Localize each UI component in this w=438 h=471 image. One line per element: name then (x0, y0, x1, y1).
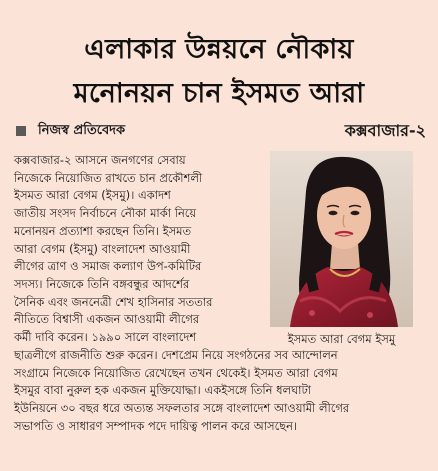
byline-row (14, 121, 426, 143)
body-text-narrow (14, 152, 262, 347)
body-line: কক্সবাজার-২ আসনে জনগণের সেবায় (14, 154, 186, 167)
body-line: সংগ্রামে নিজেকে নিয়োজিত রেখেছেন তখন থেকেই। ইসমত আরা বেগম (14, 366, 338, 380)
body-line: লীগের ত্রাণ ও সমাজ কল্যাণ উপ-কমিটির (14, 260, 202, 274)
byline: নিজস্ব প্রতিবেদক (38, 123, 126, 138)
byline-square-icon (16, 126, 26, 136)
portrait-photo (270, 151, 413, 327)
body-line: নিজেকে নিয়োজিত রাখতে চান প্রকৌশলী (14, 171, 203, 185)
body-line: ইউনিয়নে ৩০ বছর ধরে অত্যন্ত সফলতার সঙ্গে বাংলাদেশ আওয়ামী লীগের (14, 402, 350, 416)
portrait-illustration (270, 151, 413, 327)
photo-caption: ইসমত আরা বেগম ইসমু (287, 332, 396, 346)
body-line: কর্মী দাবি করেন। ১৯৯০ সালে বাংলাদেশ (14, 331, 197, 345)
body-line: ছাত্রলীগে রাজনীতি শুরু করেন। দেশপ্রেম নিয়ে সংগঠনের সব আন্দোলন (14, 349, 338, 362)
body-text-wide (14, 347, 426, 436)
headline-line-1: এলাকার উন্নয়নে নৌকায় (84, 34, 354, 65)
body-line: সদস্য। নিজেকে তিনি বঙ্গবন্ধুর আদর্শের (14, 277, 190, 291)
body-line: জাতীয় সংসদ নির্বাচনে নৌকা মার্কা নিয়ে (14, 207, 197, 221)
body-line: সৈনিক এবং জননেত্রী শেখ হাসিনার সততার (14, 295, 213, 309)
dateline: কক্সবাজার-২ (344, 121, 426, 140)
body-line: ইসমত আরা বেগম (ইসমু)। একাদশ (14, 189, 171, 203)
body-line: নীতিতে বিশ্বাসী একজন আওয়ামী লীগের (14, 313, 200, 327)
body-line: সভাপতি ও সাধারণ সম্পাদক পদে দায়িত্ব পালন করে আসছেন। (14, 419, 298, 433)
body-line: আরা বেগম (ইসমু) বাংলাদেশ আওয়ামী (14, 242, 191, 256)
body-line: মনোনয়ন প্রত্যাশা করছেন তিনি। ইসমত (14, 224, 192, 238)
body-line: ইসমুর বাবা নুরুল হক একজন মুক্তিযোদ্ধা। একইসঙ্গে তিনি ধলঘাটা (14, 384, 311, 398)
headline-line-2: মনোনয়ন চান ইসমত আরা (73, 78, 365, 109)
headline (0, 28, 438, 116)
